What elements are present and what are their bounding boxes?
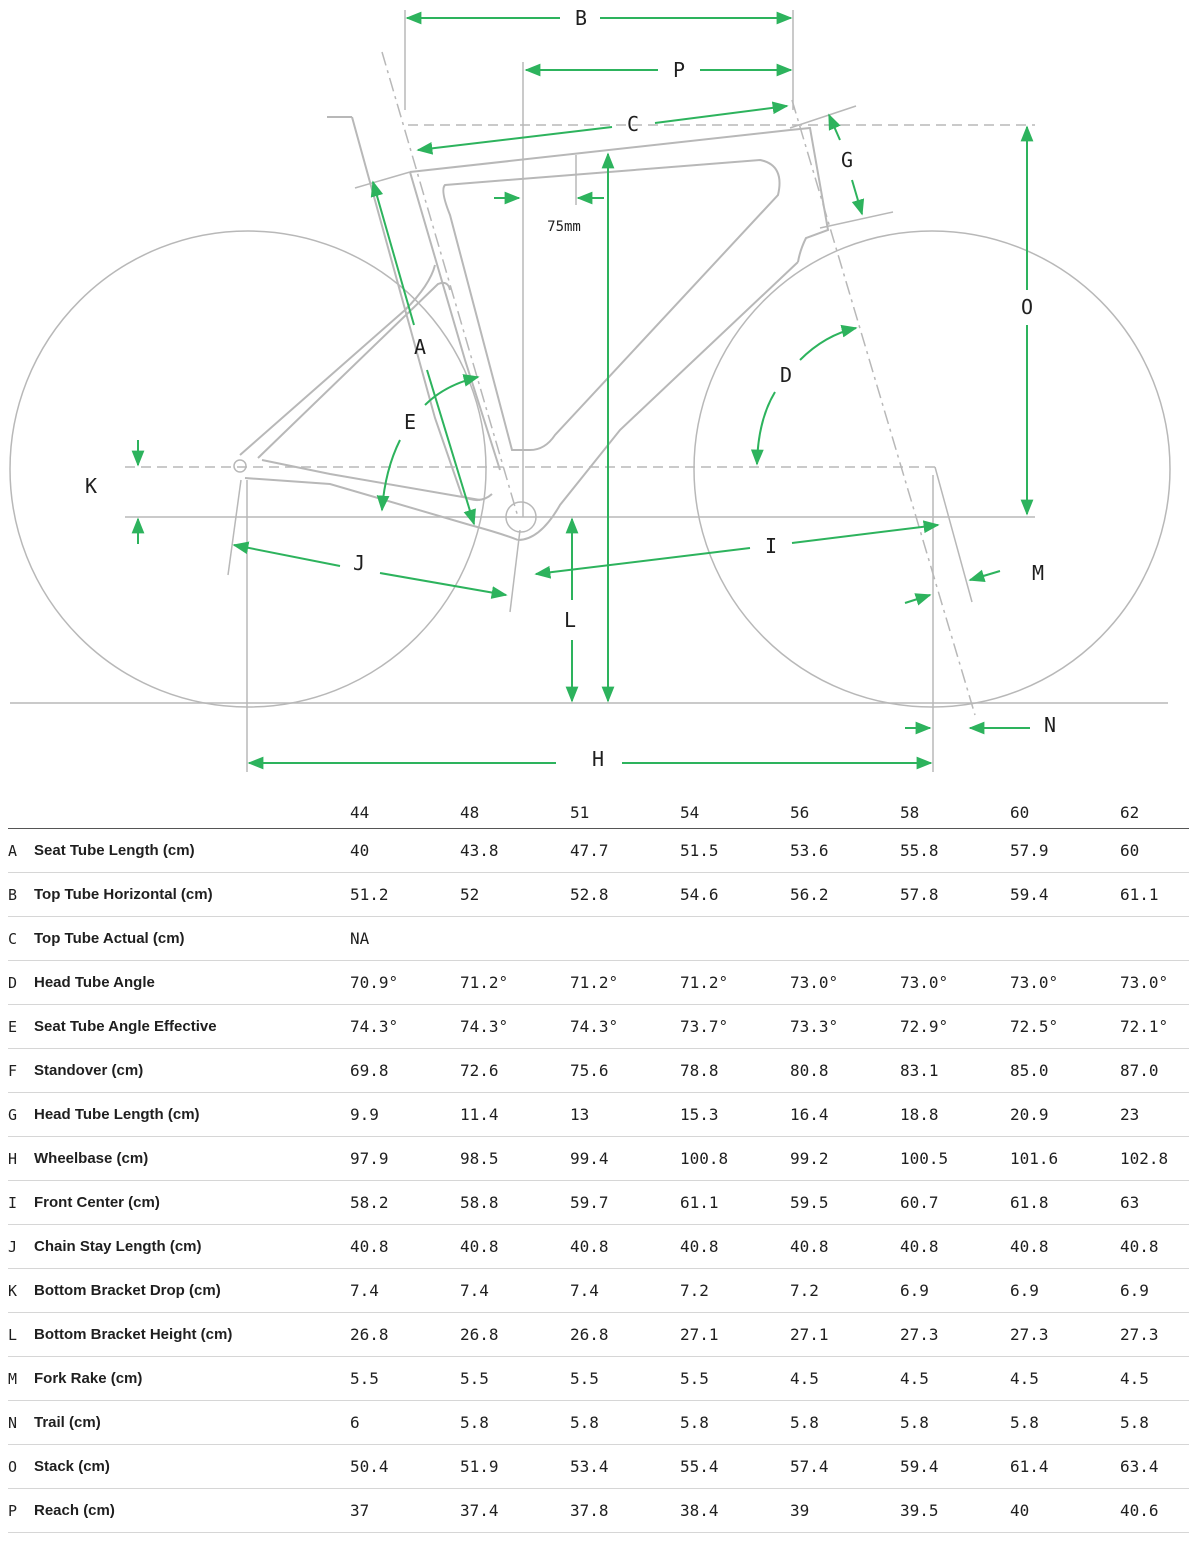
table-cell: 27.3 [900, 1313, 1010, 1357]
table-cell: 73.0° [790, 961, 900, 1005]
row-name: Stack (cm) [34, 1445, 350, 1489]
rear-dropout [234, 460, 246, 472]
table-cell: 51.9 [460, 1445, 570, 1489]
table-cell: 40.8 [1120, 1225, 1189, 1269]
size-header: 58 [900, 797, 1010, 829]
row-name: Fork Rake (cm) [34, 1357, 350, 1401]
row-letter: B [8, 873, 34, 917]
table-cell: 52 [460, 873, 570, 917]
table-cell: 16.4 [790, 1093, 900, 1137]
table-cell: 71.2° [460, 961, 570, 1005]
table-cell: 40.8 [790, 1225, 900, 1269]
table-cell: 27.3 [1010, 1313, 1120, 1357]
row-name: Head Tube Angle [34, 961, 350, 1005]
table-cell: 6.9 [1010, 1269, 1120, 1313]
table-cell: 40.8 [680, 1225, 790, 1269]
table-cell: 6.9 [1120, 1269, 1189, 1313]
table-cell: 61.1 [1120, 873, 1189, 917]
table-cell: 26.8 [350, 1313, 460, 1357]
table-cell: 69.8 [350, 1049, 460, 1093]
table-cell: 72.1° [1120, 1005, 1189, 1049]
arrow-d-bottom [757, 392, 775, 464]
table-cell: 6 [350, 1401, 460, 1445]
top-tube [410, 130, 790, 172]
table-cell: 61.1 [680, 1181, 790, 1225]
label-b: B [574, 6, 588, 30]
label-n: N [1043, 713, 1057, 737]
label-j: J [352, 551, 366, 575]
table-row [8, 1225, 1189, 1269]
table-cell: 60 [1120, 829, 1189, 873]
table-cell: 13 [570, 1093, 680, 1137]
table-cell: 6.9 [900, 1269, 1010, 1313]
table-row [8, 1093, 1189, 1137]
table-cell: 5.5 [460, 1357, 570, 1401]
size-header-row [8, 797, 1189, 829]
header-blank [34, 797, 350, 829]
table-cell: 87.0 [1120, 1049, 1189, 1093]
row-letter: L [8, 1313, 34, 1357]
table-row [8, 1137, 1189, 1181]
row-letter: M [8, 1357, 34, 1401]
label-c: C [626, 112, 640, 136]
arrow-j-left [234, 545, 340, 566]
table-cell: 73.7° [680, 1005, 790, 1049]
table-cell: 7.4 [460, 1269, 570, 1313]
row-letter: C [8, 917, 34, 961]
table-cell: 85.0 [1010, 1049, 1120, 1093]
table-cell: 53.4 [570, 1445, 680, 1489]
table-cell: 55.4 [680, 1445, 790, 1489]
row-name: Front Center (cm) [34, 1181, 350, 1225]
table-cell: 63.4 [1120, 1445, 1189, 1489]
headtube-bottom-guide [820, 212, 893, 228]
size-header: 62 [1120, 797, 1189, 829]
header-blank [8, 797, 34, 829]
head-tube [790, 128, 828, 262]
table-row [8, 1005, 1189, 1049]
table-cell [460, 917, 570, 961]
table-row [8, 1401, 1189, 1445]
table-cell: 55.8 [900, 829, 1010, 873]
table-cell: 4.5 [1120, 1357, 1189, 1401]
table-cell: 7.4 [350, 1269, 460, 1313]
table-cell: 102.8 [1120, 1137, 1189, 1181]
table-cell: 40.8 [1010, 1225, 1120, 1269]
label-a: A [413, 335, 427, 359]
chainstay-extension [510, 530, 520, 612]
size-header: 56 [790, 797, 900, 829]
table-cell: 7.2 [790, 1269, 900, 1313]
arrow-a-bottom [427, 370, 474, 524]
table-row [8, 1357, 1189, 1401]
table-cell: 9.9 [350, 1093, 460, 1137]
row-name: Bottom Bracket Height (cm) [34, 1313, 350, 1357]
arrow-i-left [536, 548, 750, 574]
table-row [8, 1489, 1189, 1533]
table-cell: 5.5 [350, 1357, 460, 1401]
table-cell: 4.5 [900, 1357, 1010, 1401]
table-cell: 59.5 [790, 1181, 900, 1225]
label-o: O [1020, 295, 1034, 319]
size-header: 54 [680, 797, 790, 829]
table-row [8, 1445, 1189, 1489]
row-letter: I [8, 1181, 34, 1225]
table-cell: 73.0° [1120, 961, 1189, 1005]
table-cell: 101.6 [1010, 1137, 1120, 1181]
row-letter: G [8, 1093, 34, 1137]
table-cell: 15.3 [680, 1093, 790, 1137]
table-cell: 52.8 [570, 873, 680, 917]
label-d: D [779, 363, 793, 387]
table-row [8, 1181, 1189, 1225]
table-cell: 7.4 [570, 1269, 680, 1313]
table-cell: 63 [1120, 1181, 1189, 1225]
table-cell: 5.8 [570, 1401, 680, 1445]
arrow-m [970, 571, 1000, 580]
table-cell: 5.8 [1010, 1401, 1120, 1445]
label-i: I [764, 534, 778, 558]
table-cell [1010, 917, 1120, 961]
arrow-c-left [418, 127, 612, 150]
label-g: G [840, 148, 854, 172]
table-cell: 37 [350, 1489, 460, 1533]
table-cell: 70.9° [350, 961, 460, 1005]
size-header: 48 [460, 797, 570, 829]
table-cell: 57.8 [900, 873, 1010, 917]
table-cell: 57.4 [790, 1445, 900, 1489]
table-cell: 40 [1010, 1489, 1120, 1533]
table-cell: 97.9 [350, 1137, 460, 1181]
table-cell: 4.5 [790, 1357, 900, 1401]
row-name: Seat Tube Angle Effective [34, 1005, 350, 1049]
table-row [8, 1269, 1189, 1313]
table-cell: 51.5 [680, 829, 790, 873]
arrow-j-right [380, 573, 506, 595]
rear-wheel [10, 231, 486, 707]
table-cell: 54.6 [680, 873, 790, 917]
top-tube-guide [355, 172, 410, 188]
table-cell: 53.6 [790, 829, 900, 873]
table-cell: 59.4 [1010, 873, 1120, 917]
table-cell [570, 917, 680, 961]
table-row [8, 1313, 1189, 1357]
row-name: Bottom Bracket Drop (cm) [34, 1269, 350, 1313]
row-letter: P [8, 1489, 34, 1533]
down-tube [518, 262, 798, 540]
table-cell: 23 [1120, 1093, 1189, 1137]
table-cell: 74.3° [460, 1005, 570, 1049]
table-cell: 74.3° [350, 1005, 460, 1049]
table-cell: 98.5 [460, 1137, 570, 1181]
table-row [8, 829, 1189, 873]
row-name: Trail (cm) [34, 1401, 350, 1445]
arrow-i-right [792, 525, 938, 543]
table-cell: 43.8 [460, 829, 570, 873]
table-cell: 71.2° [680, 961, 790, 1005]
table-cell: 5.8 [680, 1401, 790, 1445]
table-cell: 5.8 [1120, 1401, 1189, 1445]
table-cell: 20.9 [1010, 1093, 1120, 1137]
label-p: P [672, 58, 686, 82]
table-cell: 100.8 [680, 1137, 790, 1181]
table-cell: 78.8 [680, 1049, 790, 1093]
row-letter: K [8, 1269, 34, 1313]
table-cell: 80.8 [790, 1049, 900, 1093]
row-letter: F [8, 1049, 34, 1093]
table-cell: 59.7 [570, 1181, 680, 1225]
table-cell [680, 917, 790, 961]
row-letter: E [8, 1005, 34, 1049]
table-cell: 100.5 [900, 1137, 1010, 1181]
table-cell: 60.7 [900, 1181, 1010, 1225]
geometry-table-body [8, 829, 1189, 1533]
table-cell: 5.8 [900, 1401, 1010, 1445]
table-cell: 27.1 [790, 1313, 900, 1357]
table-row [8, 1049, 1189, 1093]
table-cell: 99.2 [790, 1137, 900, 1181]
top-tube-inner [443, 160, 779, 450]
table-cell: 74.3° [570, 1005, 680, 1049]
row-name: Wheelbase (cm) [34, 1137, 350, 1181]
arrow-a-top [373, 182, 414, 325]
table-cell [790, 917, 900, 961]
chain-stay-inner [262, 460, 480, 500]
row-name: Seat Tube Length (cm) [34, 829, 350, 873]
row-name: Reach (cm) [34, 1489, 350, 1533]
arrow-m-inner [905, 595, 930, 603]
table-cell: 26.8 [570, 1313, 680, 1357]
geometry-table [8, 797, 1189, 1533]
table-cell: 4.5 [1010, 1357, 1120, 1401]
table-cell: 50.4 [350, 1445, 460, 1489]
front-wheel [694, 231, 1170, 707]
table-cell: 58.2 [350, 1181, 460, 1225]
table-cell: 71.2° [570, 961, 680, 1005]
arrow-c-right [655, 106, 787, 123]
seat-tube-front [352, 117, 492, 500]
table-cell: 26.8 [460, 1313, 570, 1357]
row-name: Standover (cm) [34, 1049, 350, 1093]
table-cell: 40.8 [570, 1225, 680, 1269]
row-name: Top Tube Actual (cm) [34, 917, 350, 961]
table-cell: 40.8 [350, 1225, 460, 1269]
size-header: 44 [350, 797, 460, 829]
table-cell: 7.2 [680, 1269, 790, 1313]
table-cell: 11.4 [460, 1093, 570, 1137]
row-letter: A [8, 829, 34, 873]
seatstay-extension [228, 480, 241, 575]
table-cell: 51.2 [350, 873, 460, 917]
arrow-d-top [800, 328, 856, 360]
table-cell: 83.1 [900, 1049, 1010, 1093]
seat-tube-rear [410, 172, 500, 470]
label-e: E [403, 410, 417, 434]
steering-axis-dashed-line [792, 100, 975, 715]
table-cell: 37.8 [570, 1489, 680, 1533]
table-cell: 56.2 [790, 873, 900, 917]
table-cell: 18.8 [900, 1093, 1010, 1137]
table-cell: 73.0° [900, 961, 1010, 1005]
table-cell: 38.4 [680, 1489, 790, 1533]
table-cell: 5.5 [570, 1357, 680, 1401]
table-cell: 5.8 [790, 1401, 900, 1445]
row-name: Head Tube Length (cm) [34, 1093, 350, 1137]
size-header: 60 [1010, 797, 1120, 829]
table-cell: 5.5 [680, 1357, 790, 1401]
label-h: H [591, 747, 605, 771]
row-letter: N [8, 1401, 34, 1445]
arrow-g-bottom [852, 180, 862, 214]
table-cell: 61.8 [1010, 1181, 1120, 1225]
table-cell: 73.0° [1010, 961, 1120, 1005]
table-cell: 59.4 [900, 1445, 1010, 1489]
table-cell: 39.5 [900, 1489, 1010, 1533]
table-cell: 39 [790, 1489, 900, 1533]
table-cell: 40.8 [900, 1225, 1010, 1269]
row-letter: O [8, 1445, 34, 1489]
row-name: Chain Stay Length (cm) [34, 1225, 350, 1269]
table-cell: 75.6 [570, 1049, 680, 1093]
table-row [8, 961, 1189, 1005]
table-row [8, 917, 1189, 961]
table-cell: 40 [350, 829, 460, 873]
table-cell [900, 917, 1010, 961]
table-cell: 72.5° [1010, 1005, 1120, 1049]
table-cell: 57.9 [1010, 829, 1120, 873]
table-cell: 47.7 [570, 829, 680, 873]
table-cell: 99.4 [570, 1137, 680, 1181]
table-cell [1120, 917, 1189, 961]
row-letter: D [8, 961, 34, 1005]
label-75mm: 75mm [547, 219, 581, 235]
row-letter: H [8, 1137, 34, 1181]
label-m: M [1031, 561, 1045, 585]
table-cell: 37.4 [460, 1489, 570, 1533]
label-l: L [563, 608, 577, 632]
table-cell: 40.8 [460, 1225, 570, 1269]
table-cell: 61.4 [1010, 1445, 1120, 1489]
table-cell: 27.3 [1120, 1313, 1189, 1357]
table-cell: NA [350, 917, 460, 961]
table-cell: 73.3° [790, 1005, 900, 1049]
arrow-g-top [829, 115, 840, 140]
fork-rake-guide [935, 467, 972, 602]
table-cell: 40.6 [1120, 1489, 1189, 1533]
table-cell: 72.6 [460, 1049, 570, 1093]
label-k: K [84, 474, 98, 498]
table-cell: 5.8 [460, 1401, 570, 1445]
row-letter: J [8, 1225, 34, 1269]
table-cell: 72.9° [900, 1005, 1010, 1049]
table-cell: 27.1 [680, 1313, 790, 1357]
row-name: Top Tube Horizontal (cm) [34, 873, 350, 917]
table-row [8, 873, 1189, 917]
table-cell: 58.8 [460, 1181, 570, 1225]
size-header: 51 [570, 797, 680, 829]
